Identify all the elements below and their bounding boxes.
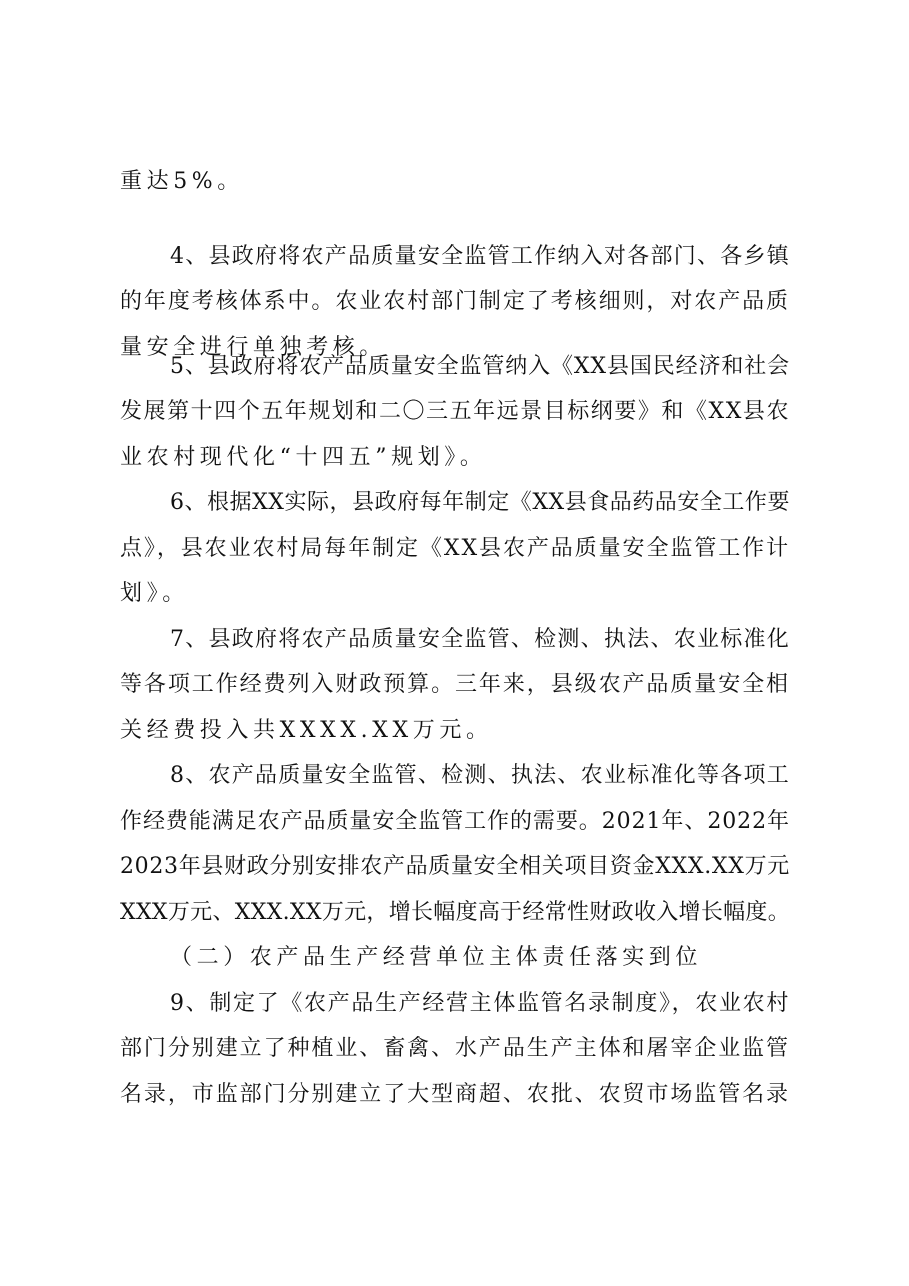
text-line-6 <box>0 392 909 432</box>
text-line-15 <box>0 802 909 842</box>
text-line-16 <box>0 847 909 887</box>
paragraph-text: 业农村现代化“十四五”规划》。 <box>120 445 487 470</box>
paragraph-text: 7、县政府将农产品质量安全监管、检测、执法、农业标准化 <box>170 627 790 652</box>
text-line-3 <box>0 282 909 322</box>
text-line-2 <box>0 237 909 277</box>
paragraph-text: 等各项工作经费列入财政预算。三年来，县级农产品质量安全相 <box>120 672 790 697</box>
text-line-8 <box>0 483 909 523</box>
paragraph-text: 4、县政府将农产品质量安全监管工作纳入对各部门、各乡镇 <box>170 244 790 269</box>
text-line-7 <box>0 438 909 478</box>
text-line-14 <box>0 756 909 796</box>
paragraph-text: 作经费能满足农产品质量安全监管工作的需要。2021年、2022年 <box>120 809 790 834</box>
paragraph-text: 点》，县农业农村局每年制定《XX县农产品质量安全监管工作计 <box>120 536 790 561</box>
text-line-13 <box>0 711 909 751</box>
paragraph-text: 的年度考核体系中。农业农村部门制定了考核细则，对农产品质 <box>120 289 790 314</box>
paragraph-text: XXX万元、XXX.XX万元，增长幅度高于经常性财政收入增长幅度。 <box>120 900 790 925</box>
text-line-5 <box>0 347 909 387</box>
section-heading: （二）农产品生产经营单位主体责任落实到位 <box>170 945 703 970</box>
text-line-1 <box>0 162 909 202</box>
paragraph-text: 部门分别建立了种植业、畜禽、水产品生产主体和屠宰企业监管 <box>120 1036 790 1061</box>
paragraph-text: 名录，市监部门分别建立了大型商超、农批、农贸市场监管名录 <box>120 1082 790 1107</box>
text-line-9 <box>0 529 909 569</box>
text-line-11 <box>0 620 909 660</box>
paragraph-text: 关经费投入共XXXX.XX万元。 <box>120 718 493 743</box>
paragraph-text: 9、制定了《农产品生产经营主体监管名录制度》，农业农村 <box>170 991 790 1016</box>
text-line-21 <box>0 1075 909 1115</box>
paragraph-text: 重达5%。 <box>120 169 244 194</box>
text-line-19 <box>0 984 909 1024</box>
paragraph-text: 8、农产品质量安全监管、检测、执法、农业标准化等各项工 <box>170 763 790 788</box>
text-line-17 <box>0 893 909 933</box>
paragraph-text: 划》。 <box>120 581 189 606</box>
text-line-10 <box>0 574 909 614</box>
paragraph-text: 6、根据XX实际，县政府每年制定《XX县食品药品安全工作要 <box>170 490 790 515</box>
paragraph-text: 量安全进行单独考核。 <box>120 335 387 360</box>
text-line-20 <box>0 1029 909 1069</box>
paragraph-text: 5、县政府将农产品质量安全监管纳入《XX县国民经济和社会 <box>170 354 790 379</box>
paragraph-text: 2023年县财政分别安排农产品质量安全相关项目资金XXX.XX万元 <box>120 854 790 879</box>
paragraph-text: 发展第十四个五年规划和二〇三五年远景目标纲要》和《XX县农 <box>120 399 790 424</box>
text-line-12 <box>0 665 909 705</box>
section-heading-line <box>0 938 909 978</box>
